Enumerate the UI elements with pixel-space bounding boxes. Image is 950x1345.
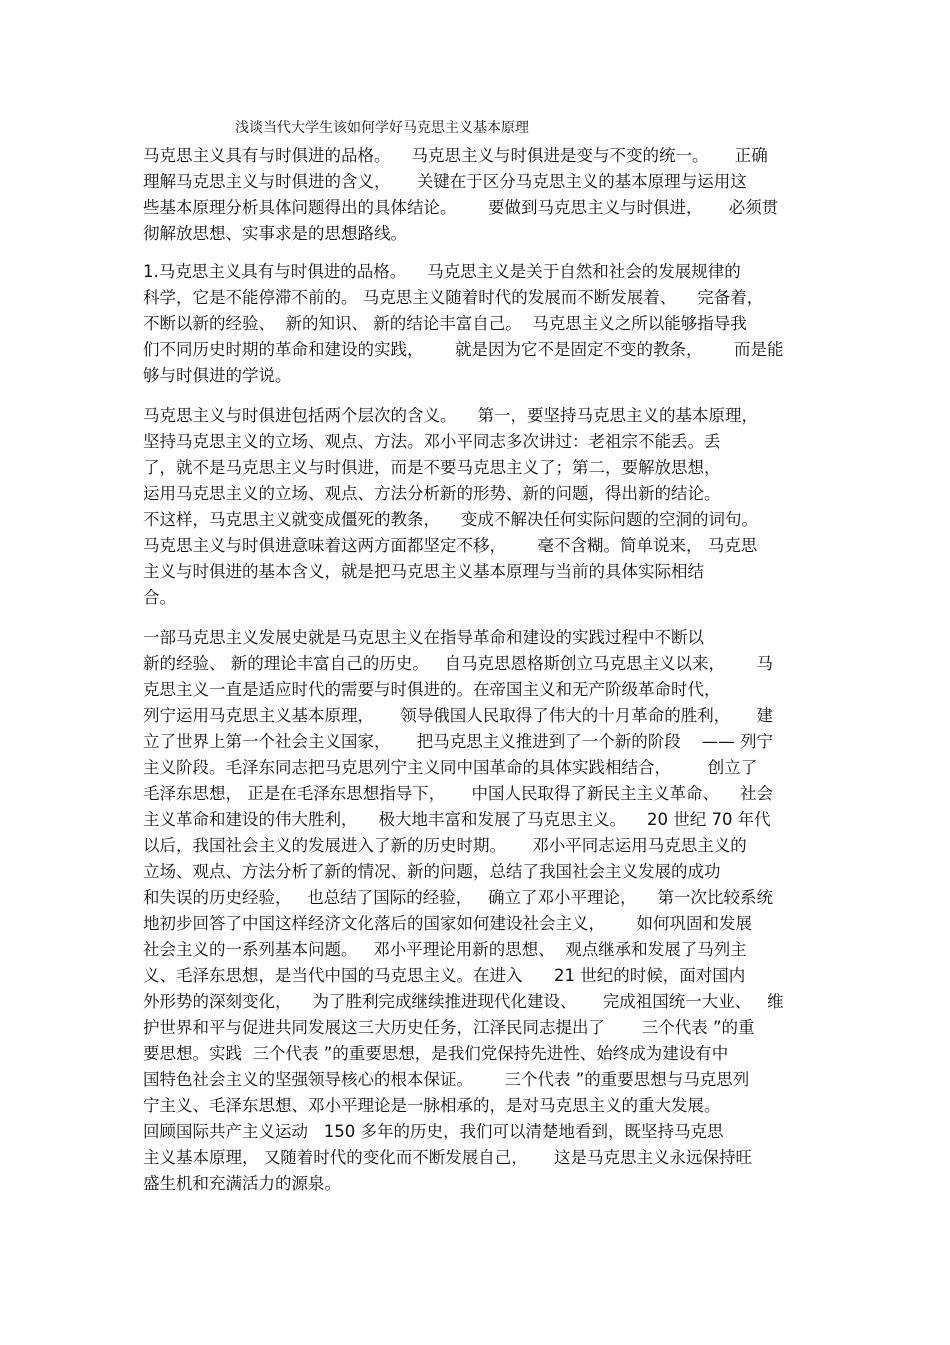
text-line: 立了世界上第一个社会主义国家， 把马克思主义推进到了一个新的阶段 —— 列宁 (143, 732, 773, 751)
document-title: 浅谈当代大学生该如何学好马克思主义基本原理 (235, 120, 529, 136)
text-line: 们不同历史时期的革命和建设的实践， 就是因为它不是固定不变的教条， 而是能 (143, 340, 784, 359)
text-line: 国特色社会主义的坚强领导核心的根本保证。 三个代表 ”的重要思想与马克思列 (143, 1070, 750, 1089)
text-line: 毛泽东思想， 正是在毛泽东思想指导下， 中国人民取得了新民主主义革命、 社会 (143, 784, 773, 803)
text-line: 主义革命和建设的伟大胜利， 极大地丰富和发展了马克思主义。 20 世纪 70 年代 (143, 810, 771, 829)
text-line: 回顾国际共产主义运动 150 多年的历史，我们可以清楚地看到，既坚持马克思 (143, 1122, 724, 1141)
text-line: 一部马克思主义发展史就是马克思主义在指导革命和建设的实践过程中不断以 (143, 628, 704, 647)
text-line: 立场、观点、方法分析了新的情况、新的问题，总结了我国社会主义发展的成功 (143, 862, 721, 881)
text-line: 马克思主义具有与时俱进的品格。 马克思主义与时俱进是变与不变的统一。 正确 (143, 146, 768, 165)
text-line: 主义基本原理， 又随着时代的变化而不断发展自己， 这是马克思主义永远保持旺 (143, 1148, 752, 1167)
text-line: 外形势的深刻变化， 为了胜利完成继续推进现代化建设、 完成祖国统一大业、 维 (143, 992, 784, 1011)
text-line: 地初步回答了中国这样经济文化落后的国家如何建设社会主义， 如何巩固和发展 (143, 914, 752, 933)
text-line: 马克思主义与时俱进包括两个层次的含义。 第一，要坚持马克思主义的基本原理， (143, 406, 758, 425)
text-line: 以后，我国社会主义的发展进入了新的历史时期。 邓小平同志运用马克思主义的 (143, 836, 747, 855)
paragraph-3 (143, 403, 823, 611)
text-line: 和失误的历史经验， 也总结了国际的经验， 确立了邓小平理论， 第一次比较系统 (143, 888, 773, 907)
text-line: 义、毛泽东思想，是当代中国的马克思主义。在进入 21 世纪的时候，面对国内 (143, 966, 746, 985)
text-line: 合。 (143, 588, 176, 607)
text-line: 理解马克思主义与时俱进的含义， 关键在于区分马克思主义的基本原理与运用这 (143, 172, 747, 191)
text-line: 彻解放思想、实事求是的思想路线。 (143, 224, 407, 243)
paragraph-4 (143, 625, 823, 1197)
text-line: 主义与时俱进的基本含义，就是把马克思主义基本原理与当前的具体实际相结 (143, 562, 704, 581)
text-line: 宁主义、毛泽东思想、邓小平理论是一脉相承的，是对马克思主义的重大发展。 (143, 1096, 721, 1115)
text-line: 克思主义一直是适应时代的需要与时俱进的。在帝国主义和无产阶级革命时代， (143, 680, 721, 699)
text-line: 够与时俱进的学说。 (143, 366, 292, 385)
paragraph-2 (143, 259, 823, 389)
text-line: 护世界和平与促进共同发展这三大历史任务，江泽民同志提出了 三个代表 ”的重 (143, 1018, 755, 1037)
text-line: 了，就不是马克思主义与时俱进，而是不要马克思主义了；第二，要解放思想， (143, 458, 721, 477)
text-line: 不这样，马克思主义就变成僵死的教条， 变成不解决任何实际问题的空洞的词句。 (143, 510, 758, 529)
text-line: 新的经验、 新的理论丰富自己的历史。 自马克思恩格斯创立马克思主义以来， 马 (143, 654, 773, 673)
text-line: 坚持马克思主义的立场、观点、方法。邓小平同志多次讲过：老祖宗不能丢。丢 (143, 432, 721, 451)
text-line: 社会主义的一系列基本问题。 邓小平理论用新的思想、 观点继承和发展了马列主 (143, 940, 747, 959)
text-line: 运用马克思主义的立场、观点、方法分析新的形势、新的问题，得出新的结论。 (143, 484, 721, 503)
text-line: 1.马克思主义具有与时俱进的品格。 马克思主义是关于自然和社会的发展规律的 (143, 262, 741, 281)
paragraph-1 (143, 143, 823, 247)
text-line: 盛生机和充满活力的源泉。 (143, 1174, 341, 1193)
text-line: 主义阶段。毛泽东同志把马克思列宁主义同中国革命的具体实践相结合， 创立了 (143, 758, 758, 777)
text-line: 科学，它是不能停滞不前的。 马克思主义随着时代的发展而不断发展着、 完备着， (143, 288, 764, 307)
text-line: 些基本原理分析具体问题得出的具体结论。 要做到马克思主义与时俱进， 必须贯 (143, 198, 779, 217)
text-line: 不断以新的经验、 新的知识、 新的结论丰富自己。 马克思主义之所以能够指导我 (143, 314, 747, 333)
text-line: 马克思主义与时俱进意味着这两方面都坚定不移， 毫不含糊。简单说来， 马克思 (143, 536, 758, 555)
text-line: 列宁运用马克思主义基本原理， 领导俄国人民取得了伟大的十月革命的胜利， 建 (143, 706, 773, 725)
text-line: 要思想。实践 三个代表 ”的重要思想，是我们党保持先进性、始终成为建设有中 (143, 1044, 729, 1063)
